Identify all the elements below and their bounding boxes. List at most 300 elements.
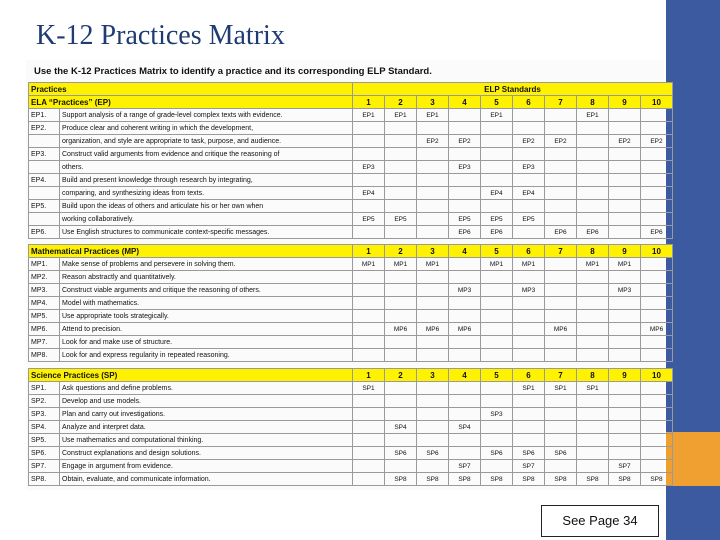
standard-cell (449, 174, 481, 187)
elp-standard-number: 7 (545, 369, 577, 382)
elp-standard-number: 10 (641, 245, 673, 258)
standard-cell: EP3 (449, 161, 481, 174)
standard-cell (609, 161, 641, 174)
practice-row (29, 109, 673, 122)
elp-standard-number: 2 (385, 245, 417, 258)
standard-cell (641, 310, 673, 323)
standard-cell (577, 213, 609, 226)
standard-cell (577, 297, 609, 310)
standard-cell (417, 336, 449, 349)
standard-cell (353, 284, 385, 297)
practice-row (29, 258, 673, 271)
standard-cell (545, 395, 577, 408)
standard-cell: SP8 (577, 473, 609, 486)
practice-row (29, 460, 673, 473)
standard-cell: EP6 (545, 226, 577, 239)
standard-cell (641, 447, 673, 460)
standard-cell (577, 460, 609, 473)
orange-accent-block (666, 432, 720, 486)
elp-standard-number: 8 (577, 96, 609, 109)
practice-description: organization, and style are appropriate to task, purpose, and audience. (60, 135, 353, 148)
standard-cell (385, 284, 417, 297)
standard-cell: EP3 (513, 161, 545, 174)
page-reference-text: See Page 34 (562, 513, 638, 528)
elp-standard-number: 2 (385, 369, 417, 382)
standard-cell (417, 226, 449, 239)
standard-cell (385, 297, 417, 310)
elp-standard-number: 5 (481, 369, 513, 382)
standard-cell: EP1 (577, 109, 609, 122)
standard-cell (545, 421, 577, 434)
section-title: Science Practices (SP) (29, 369, 353, 382)
standard-cell (577, 421, 609, 434)
standard-cell (385, 200, 417, 213)
practice-row (29, 174, 673, 187)
standard-cell (417, 200, 449, 213)
section-title: Mathematical Practices (MP) (29, 245, 353, 258)
practice-code: MP2. (29, 271, 60, 284)
standard-cell (609, 271, 641, 284)
standard-cell (417, 187, 449, 200)
standard-cell: EP4 (353, 187, 385, 200)
standard-cell (641, 382, 673, 395)
standard-cell (353, 148, 385, 161)
standard-cell (577, 284, 609, 297)
standard-cell (481, 421, 513, 434)
practice-code: MP8. (29, 349, 60, 362)
matrix-section-3 (28, 368, 673, 486)
standard-cell: EP5 (513, 213, 545, 226)
standard-cell (353, 297, 385, 310)
practice-description: Attend to precision. (60, 323, 353, 336)
standard-cell: MP6 (545, 323, 577, 336)
standard-cell (385, 135, 417, 148)
standard-cell (577, 395, 609, 408)
standard-cell (449, 408, 481, 421)
standard-cell: EP6 (481, 226, 513, 239)
standard-cell (609, 200, 641, 213)
standard-cell: SP6 (481, 447, 513, 460)
standard-cell (545, 460, 577, 473)
standard-cell: EP2 (449, 135, 481, 148)
standard-cell (513, 408, 545, 421)
standard-cell (449, 382, 481, 395)
standard-cell (609, 148, 641, 161)
elp-standard-number: 7 (545, 245, 577, 258)
standard-cell (545, 109, 577, 122)
standard-cell: MP3 (513, 284, 545, 297)
standard-cell (577, 349, 609, 362)
standard-cell (449, 336, 481, 349)
standard-cell (609, 109, 641, 122)
standard-cell (545, 336, 577, 349)
standard-cell: SP1 (353, 382, 385, 395)
practice-description: Support analysis of a range of grade-level complex texts with evidence. (60, 109, 353, 122)
standard-cell (513, 421, 545, 434)
standard-cell (353, 336, 385, 349)
elp-standard-number: 9 (609, 369, 641, 382)
elp-standard-number: 6 (513, 369, 545, 382)
matrix-instruction: Use the K-12 Practices Matrix to identify a practice and its corresponding ELP Standard. (34, 66, 432, 77)
standard-cell (385, 310, 417, 323)
standard-cell (385, 161, 417, 174)
standard-cell (353, 473, 385, 486)
standard-cell (353, 271, 385, 284)
standard-cell (353, 135, 385, 148)
practice-row (29, 226, 673, 239)
standard-cell (545, 122, 577, 135)
standard-cell: SP8 (481, 473, 513, 486)
practice-description: working collaboratively. (60, 213, 353, 226)
standard-cell (577, 434, 609, 447)
standard-cell (481, 271, 513, 284)
standard-cell (417, 434, 449, 447)
standard-cell (609, 349, 641, 362)
practice-row (29, 421, 673, 434)
standard-cell (385, 187, 417, 200)
standard-cell: EP6 (449, 226, 481, 239)
standard-cell (385, 395, 417, 408)
practice-code: MP5. (29, 310, 60, 323)
standard-cell: EP2 (513, 135, 545, 148)
standard-cell: EP1 (417, 109, 449, 122)
standard-cell: EP6 (577, 226, 609, 239)
standard-cell: SP6 (513, 447, 545, 460)
standard-cell (641, 200, 673, 213)
practice-description: Engage in argument from evidence. (60, 460, 353, 473)
practice-row (29, 323, 673, 336)
standard-cell (513, 310, 545, 323)
standard-cell (641, 349, 673, 362)
standard-cell (513, 226, 545, 239)
practice-description: Make sense of problems and persevere in solving them. (60, 258, 353, 271)
standard-cell (353, 395, 385, 408)
practice-row (29, 336, 673, 349)
standard-cell: SP8 (641, 473, 673, 486)
practice-description: Build upon the ideas of others and articulate his or her own when (60, 200, 353, 213)
standard-cell: MP1 (481, 258, 513, 271)
standard-cell (513, 174, 545, 187)
practice-code: EP2. (29, 122, 60, 135)
practice-code: SP1. (29, 382, 60, 395)
standard-cell: SP8 (385, 473, 417, 486)
section-header-row (29, 245, 673, 258)
standard-cell (609, 226, 641, 239)
practice-row (29, 135, 673, 148)
standard-cell: EP4 (481, 187, 513, 200)
standard-cell (641, 460, 673, 473)
standard-cell (641, 187, 673, 200)
standard-cell (513, 336, 545, 349)
standard-cell (513, 395, 545, 408)
standard-cell (577, 408, 609, 421)
standard-cell (481, 382, 513, 395)
standard-cell (353, 174, 385, 187)
practice-description: Construct explanations and design solutions. (60, 447, 353, 460)
standard-cell (577, 187, 609, 200)
slide-title: K-12 Practices Matrix (36, 20, 285, 51)
standard-cell (385, 336, 417, 349)
standard-cell: SP6 (545, 447, 577, 460)
standard-cell (481, 460, 513, 473)
practice-code: SP8. (29, 473, 60, 486)
practice-code: EP1. (29, 109, 60, 122)
practice-code: SP3. (29, 408, 60, 421)
standard-cell: SP7 (513, 460, 545, 473)
elp-standard-number: 4 (449, 369, 481, 382)
standard-cell (577, 336, 609, 349)
standard-cell: EP2 (417, 135, 449, 148)
standard-cell (417, 349, 449, 362)
standard-cell (481, 284, 513, 297)
standard-cell: SP1 (545, 382, 577, 395)
practice-description: Look for and make use of structure. (60, 336, 353, 349)
practice-description: Use appropriate tools strategically. (60, 310, 353, 323)
standard-cell (385, 174, 417, 187)
practice-description: Obtain, evaluate, and communicate information. (60, 473, 353, 486)
standard-cell (513, 200, 545, 213)
elp-standard-number: 3 (417, 245, 449, 258)
standard-cell (353, 421, 385, 434)
standard-cell: EP2 (545, 135, 577, 148)
standard-cell: MP1 (353, 258, 385, 271)
matrix-top-header-row (29, 83, 673, 96)
standard-cell (481, 297, 513, 310)
standard-cell (449, 122, 481, 135)
practice-description: Reason abstractly and quantitatively. (60, 271, 353, 284)
elp-standard-number: 4 (449, 245, 481, 258)
practice-row (29, 187, 673, 200)
standard-cell: SP8 (545, 473, 577, 486)
standard-cell (609, 447, 641, 460)
practice-code: MP7. (29, 336, 60, 349)
standard-cell (481, 336, 513, 349)
practice-code (29, 213, 60, 226)
standard-cell: EP1 (385, 109, 417, 122)
standard-cell: MP3 (609, 284, 641, 297)
standard-cell (417, 408, 449, 421)
standard-cell (481, 323, 513, 336)
practice-description: Analyze and interpret data. (60, 421, 353, 434)
standard-cell (641, 122, 673, 135)
standard-cell (417, 297, 449, 310)
elp-standard-number: 2 (385, 96, 417, 109)
standard-cell (545, 200, 577, 213)
practice-row (29, 447, 673, 460)
standard-cell (481, 161, 513, 174)
standard-cell (417, 310, 449, 323)
standard-cell (353, 408, 385, 421)
standard-cell (449, 187, 481, 200)
section-title: ELA “Practices” (EP) (29, 96, 353, 109)
standard-cell: SP7 (609, 460, 641, 473)
standard-cell: SP6 (385, 447, 417, 460)
standard-cell (545, 349, 577, 362)
standard-cell (481, 122, 513, 135)
standard-cell (609, 122, 641, 135)
standard-cell (577, 200, 609, 213)
standard-cell (417, 395, 449, 408)
standard-cell: SP3 (481, 408, 513, 421)
standard-cell (449, 297, 481, 310)
standard-cell (417, 271, 449, 284)
standard-cell: MP3 (449, 284, 481, 297)
standard-cell (609, 310, 641, 323)
standard-cell (577, 447, 609, 460)
practice-row (29, 213, 673, 226)
standard-cell (353, 447, 385, 460)
elp-standard-number: 10 (641, 369, 673, 382)
standard-cell (641, 284, 673, 297)
practice-description: Model with mathematics. (60, 297, 353, 310)
standard-cell: MP1 (385, 258, 417, 271)
standard-cell (545, 161, 577, 174)
elp-standard-number: 6 (513, 96, 545, 109)
standard-cell: EP1 (353, 109, 385, 122)
standard-cell (641, 434, 673, 447)
standard-cell (449, 271, 481, 284)
standard-cell (481, 148, 513, 161)
standard-cell (385, 460, 417, 473)
practice-code: EP3. (29, 148, 60, 161)
standard-cell (353, 460, 385, 473)
practice-code (29, 135, 60, 148)
practice-row (29, 408, 673, 421)
standard-cell: EP4 (513, 187, 545, 200)
standard-cell (609, 408, 641, 421)
standard-cell (545, 271, 577, 284)
standard-cell (481, 349, 513, 362)
practices-header: Practices (29, 83, 353, 96)
practice-code: SP2. (29, 395, 60, 408)
elp-standard-number: 6 (513, 245, 545, 258)
standard-cell: MP6 (449, 323, 481, 336)
standard-cell (609, 421, 641, 434)
standard-cell (545, 310, 577, 323)
standard-cell (353, 226, 385, 239)
standard-cell (385, 148, 417, 161)
standard-cell (577, 310, 609, 323)
elp-standard-number: 4 (449, 96, 481, 109)
standard-cell (481, 174, 513, 187)
standard-cell (609, 213, 641, 226)
standard-cell (353, 310, 385, 323)
practice-code: EP5. (29, 200, 60, 213)
standard-cell: SP4 (385, 421, 417, 434)
standard-cell (449, 395, 481, 408)
practice-code: SP4. (29, 421, 60, 434)
elp-standard-number: 1 (353, 96, 385, 109)
standard-cell (609, 323, 641, 336)
standard-cell: EP2 (609, 135, 641, 148)
standard-cell (545, 258, 577, 271)
practice-row (29, 473, 673, 486)
standard-cell: EP2 (641, 135, 673, 148)
standard-cell (545, 284, 577, 297)
standard-cell (609, 187, 641, 200)
standard-cell (417, 421, 449, 434)
standard-cell (641, 421, 673, 434)
standard-cell (513, 122, 545, 135)
standard-cell: MP6 (417, 323, 449, 336)
standard-cell (545, 148, 577, 161)
practice-code: MP1. (29, 258, 60, 271)
standard-cell (609, 434, 641, 447)
elp-standard-number: 1 (353, 369, 385, 382)
standard-cell (577, 323, 609, 336)
standard-cell: MP1 (577, 258, 609, 271)
standard-cell: MP6 (641, 323, 673, 336)
standard-cell (353, 122, 385, 135)
standard-cell (641, 297, 673, 310)
practice-row (29, 161, 673, 174)
practice-description: comparing, and synthesizing ideas from texts. (60, 187, 353, 200)
practice-code: SP5. (29, 434, 60, 447)
standard-cell (513, 323, 545, 336)
practice-description: Use mathematics and computational thinking. (60, 434, 353, 447)
standard-cell (481, 135, 513, 148)
standard-cell: EP5 (481, 213, 513, 226)
standard-cell (417, 122, 449, 135)
standard-cell (449, 258, 481, 271)
elp-standard-number: 9 (609, 245, 641, 258)
standard-cell (545, 187, 577, 200)
standard-cell (641, 336, 673, 349)
practice-description: Build and present knowledge through research by integrating, (60, 174, 353, 187)
standard-cell (513, 297, 545, 310)
standard-cell: SP8 (449, 473, 481, 486)
standard-cell (353, 434, 385, 447)
standard-cell (481, 310, 513, 323)
standard-cell (641, 161, 673, 174)
elp-standard-number: 3 (417, 369, 449, 382)
standard-cell (513, 349, 545, 362)
standard-cell (417, 174, 449, 187)
standard-cell (513, 434, 545, 447)
standard-cell (577, 174, 609, 187)
practice-row (29, 310, 673, 323)
section-header-row (29, 96, 673, 109)
practice-row (29, 148, 673, 161)
practice-code: MP6. (29, 323, 60, 336)
standard-cell: EP3 (353, 161, 385, 174)
practice-row (29, 200, 673, 213)
practice-row (29, 297, 673, 310)
standard-cell (449, 349, 481, 362)
elp-standard-number: 8 (577, 369, 609, 382)
standard-cell (385, 349, 417, 362)
standard-cell: SP8 (513, 473, 545, 486)
elp-standard-number: 7 (545, 96, 577, 109)
standard-cell (641, 408, 673, 421)
standard-cell (609, 174, 641, 187)
standard-cell (417, 382, 449, 395)
elp-standard-number: 8 (577, 245, 609, 258)
standard-cell (385, 434, 417, 447)
standard-cell (609, 336, 641, 349)
standard-cell: MP1 (513, 258, 545, 271)
standard-cell (577, 161, 609, 174)
standard-cell: SP6 (417, 447, 449, 460)
practice-row (29, 284, 673, 297)
standard-cell (609, 382, 641, 395)
standard-cell (609, 395, 641, 408)
standard-cell (353, 323, 385, 336)
practice-row (29, 395, 673, 408)
standard-cell: SP8 (609, 473, 641, 486)
practice-code: SP6. (29, 447, 60, 460)
practice-description: Produce clear and coherent writing in which the development, (60, 122, 353, 135)
